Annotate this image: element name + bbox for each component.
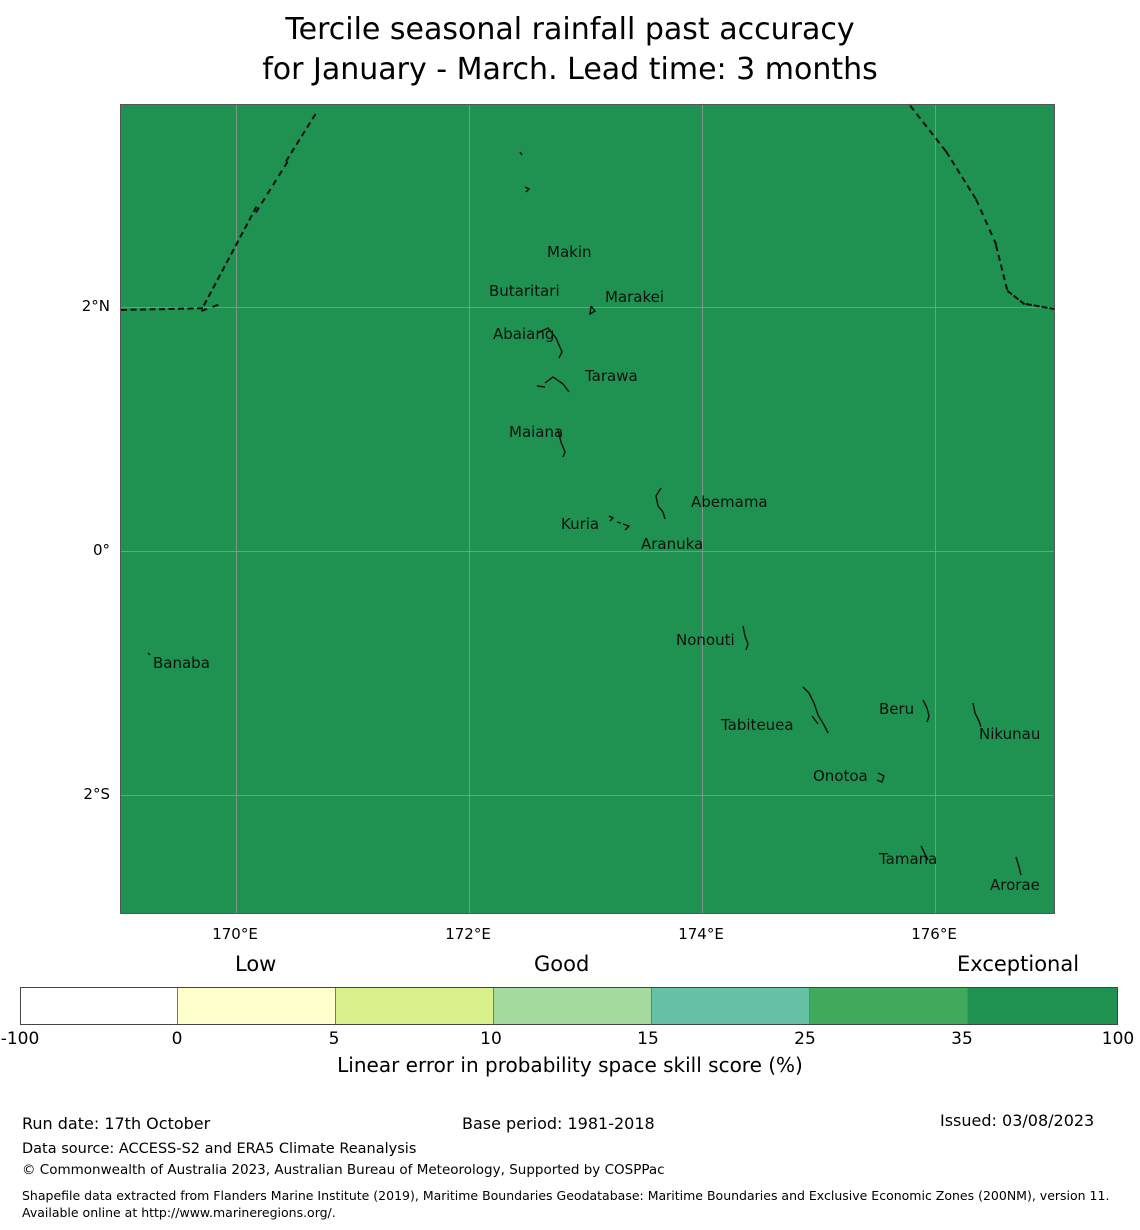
base-period-text: Base period: 1981-2018 [462,1114,655,1133]
colorbar-axis-label: Linear error in probability space skill score (%) [337,1053,803,1077]
island-label-tamana: Tamana [879,850,938,868]
colorbar-tick-25: 25 [794,1029,816,1049]
title-line-1: Tercile seasonal rainfall past accuracy [285,12,855,47]
island-outlines [121,105,1055,914]
island-label-beru: Beru [879,700,915,718]
xtick-170E: 170°E [212,925,258,943]
category-label-exceptional: Exceptional [957,952,1080,976]
colorbar-tick--100: -100 [0,1029,40,1049]
ytick-0: 0° [92,541,110,559]
issued-date-text: Issued: 03/08/2023 [940,1111,1095,1130]
island-label-kuria: Kuria [561,515,600,533]
island-label-makin: Makin [547,243,592,261]
island-label-marakei: Marakei [605,288,665,306]
colorbar-segment-5-10 [335,988,493,1024]
ytick-2N: 2°N [81,297,110,315]
map-plot-area [120,104,1055,914]
category-label-low: Low [235,952,277,976]
ytick-2S: 2°S [83,785,110,803]
island-label-onotoa: Onotoa [813,767,868,785]
island-label-nonouti: Nonouti [676,631,735,649]
island-label-nikunau: Nikunau [979,725,1041,743]
island-label-tarawa: Tarawa [585,367,638,385]
colorbar-tick-15: 15 [637,1029,659,1049]
colorbar-segment-35-100 [967,988,1117,1024]
page-title [0,10,1140,90]
island-label-maiana: Maiana [509,423,564,441]
island-label-butaritari: Butaritari [489,282,560,300]
title-line-2: for January - March. Lead time: 3 months [262,52,878,87]
colorbar-segment-0-5 [177,988,335,1024]
xtick-176E: 176°E [911,925,957,943]
colorbar-segment-10-15 [493,988,651,1024]
colorbar-tick-35: 35 [951,1029,973,1049]
shapefile-attribution-text: Shapefile data extracted from Flanders Marine Institute (2019), Maritime Boundaries Geodatabase: Maritime Boundaries and Exclusive Economic Zones (200NM), version 11. Available online at http://www.marineregions.org/. [22,1188,1110,1220]
colorbar-tick-0: 0 [171,1029,183,1049]
island-label-aranuka: Aranuka [641,535,704,553]
colorbar-tick-100: 100 [1101,1029,1135,1049]
colorbar-segment-25-35 [809,988,967,1024]
colorbar-segment-15-25 [651,988,809,1024]
xtick-172E: 172°E [445,925,491,943]
run-date-text: Run date: 17th October [22,1114,211,1133]
colorbar-tick-10: 10 [480,1029,502,1049]
colorbar [20,987,1118,1025]
island-label-tabiteuea: Tabiteuea [721,716,794,734]
island-label-banaba: Banaba [153,654,210,672]
island-label-abaiang: Abaiang [493,325,555,343]
colorbar-segment--100-0 [21,988,177,1024]
island-label-arorae: Arorae [990,876,1040,894]
xtick-174E: 174°E [678,925,724,943]
data-source-text: Data source: ACCESS-S2 and ERA5 Climate Reanalysis [22,1141,417,1157]
copyright-text: © Commonwealth of Australia 2023, Australian Bureau of Meteorology, Supported by COSPPac [22,1162,665,1178]
category-label-good: Good [534,952,590,976]
colorbar-tick-5: 5 [328,1029,340,1049]
island-label-abemama: Abemama [691,493,768,511]
